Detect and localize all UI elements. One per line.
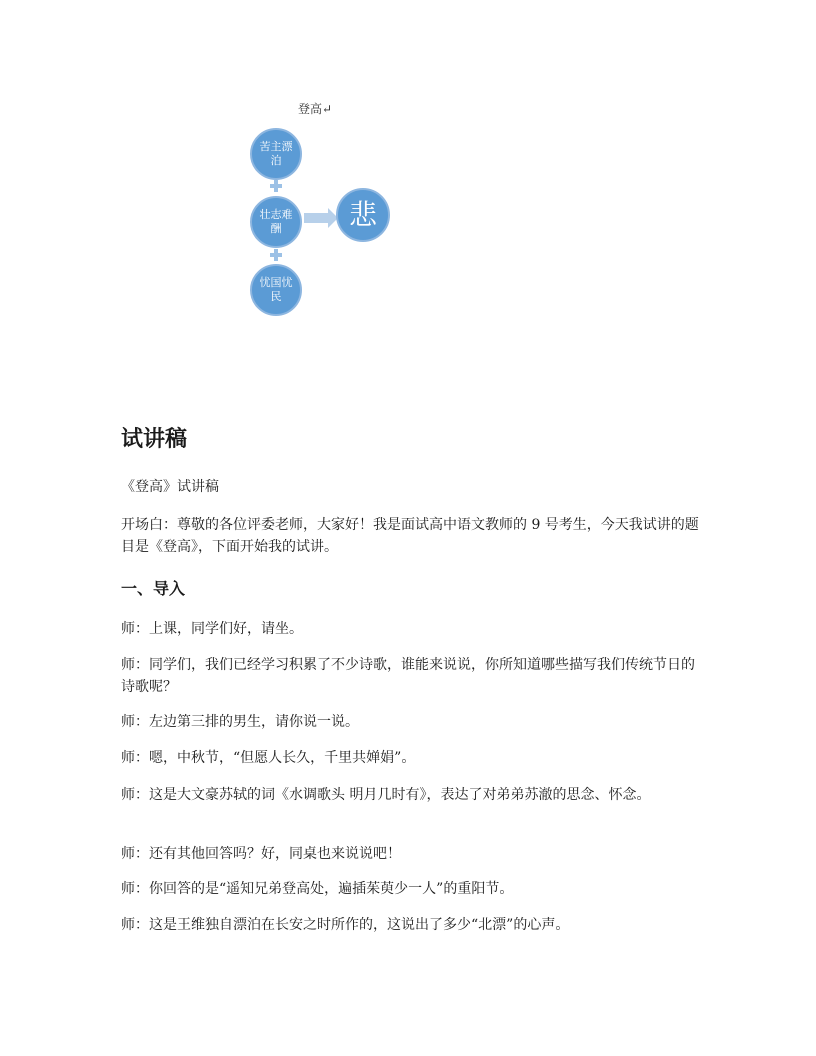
plus-icon (270, 249, 282, 261)
right-arrow-icon (304, 208, 338, 228)
dialogue-paragraph: 师：上课，同学们好，请坐。 (121, 621, 303, 637)
circle-sorrow: 悲 (336, 188, 390, 242)
plus-icon (270, 180, 282, 192)
circle-ambition: 壮志难酬 (250, 196, 302, 248)
dialogue-paragraph: 师：这是大文豪苏轼的词《水调歌头 明月几时有》，表达了对弟弟苏澈的思念、怀念。 (121, 787, 651, 803)
circle-wandering: 苦主漂泊 (250, 128, 302, 180)
circle-patriotism: 忧国忧民 (250, 264, 302, 316)
dialogue-paragraph: 师：同学们，我们已经学习积累了不少诗歌，谁能来说说，你所知道哪些描写我们传统节日的诗歌呢？ (121, 657, 695, 695)
section-heading-intro: 一、导入 (121, 579, 186, 598)
dialogue-paragraph: 师：左边第三排的男生，请你说一说。 (121, 714, 359, 730)
dialogue-paragraph: 师：还有其他回答吗？好，同桌也来说说吧！ (121, 846, 401, 862)
dialogue-paragraph: 师：你回答的是“遥知兄弟登高处，遍插茱萸少一人”的重阳节。 (121, 881, 514, 897)
subtitle: 《登高》试讲稿 (121, 479, 219, 495)
diagram-title: 登高↵ (298, 102, 333, 116)
dialogue-paragraph: 师：这是王维独自漂泊在长安之时所作的，这说出了多少“北漂”的心声。 (121, 917, 570, 933)
opening-paragraph: 开场白：尊敬的各位评委老师，大家好！我是面试高中语文教师的 9 号考生，今天我试讲的题目是《登高》，下面开始我的试讲。 (121, 517, 699, 555)
dialogue-paragraph: 师：嗯，中秋节，“但愿人长久，千里共婵娟”。 (121, 750, 416, 766)
page-heading: 试讲稿 (121, 427, 188, 452)
